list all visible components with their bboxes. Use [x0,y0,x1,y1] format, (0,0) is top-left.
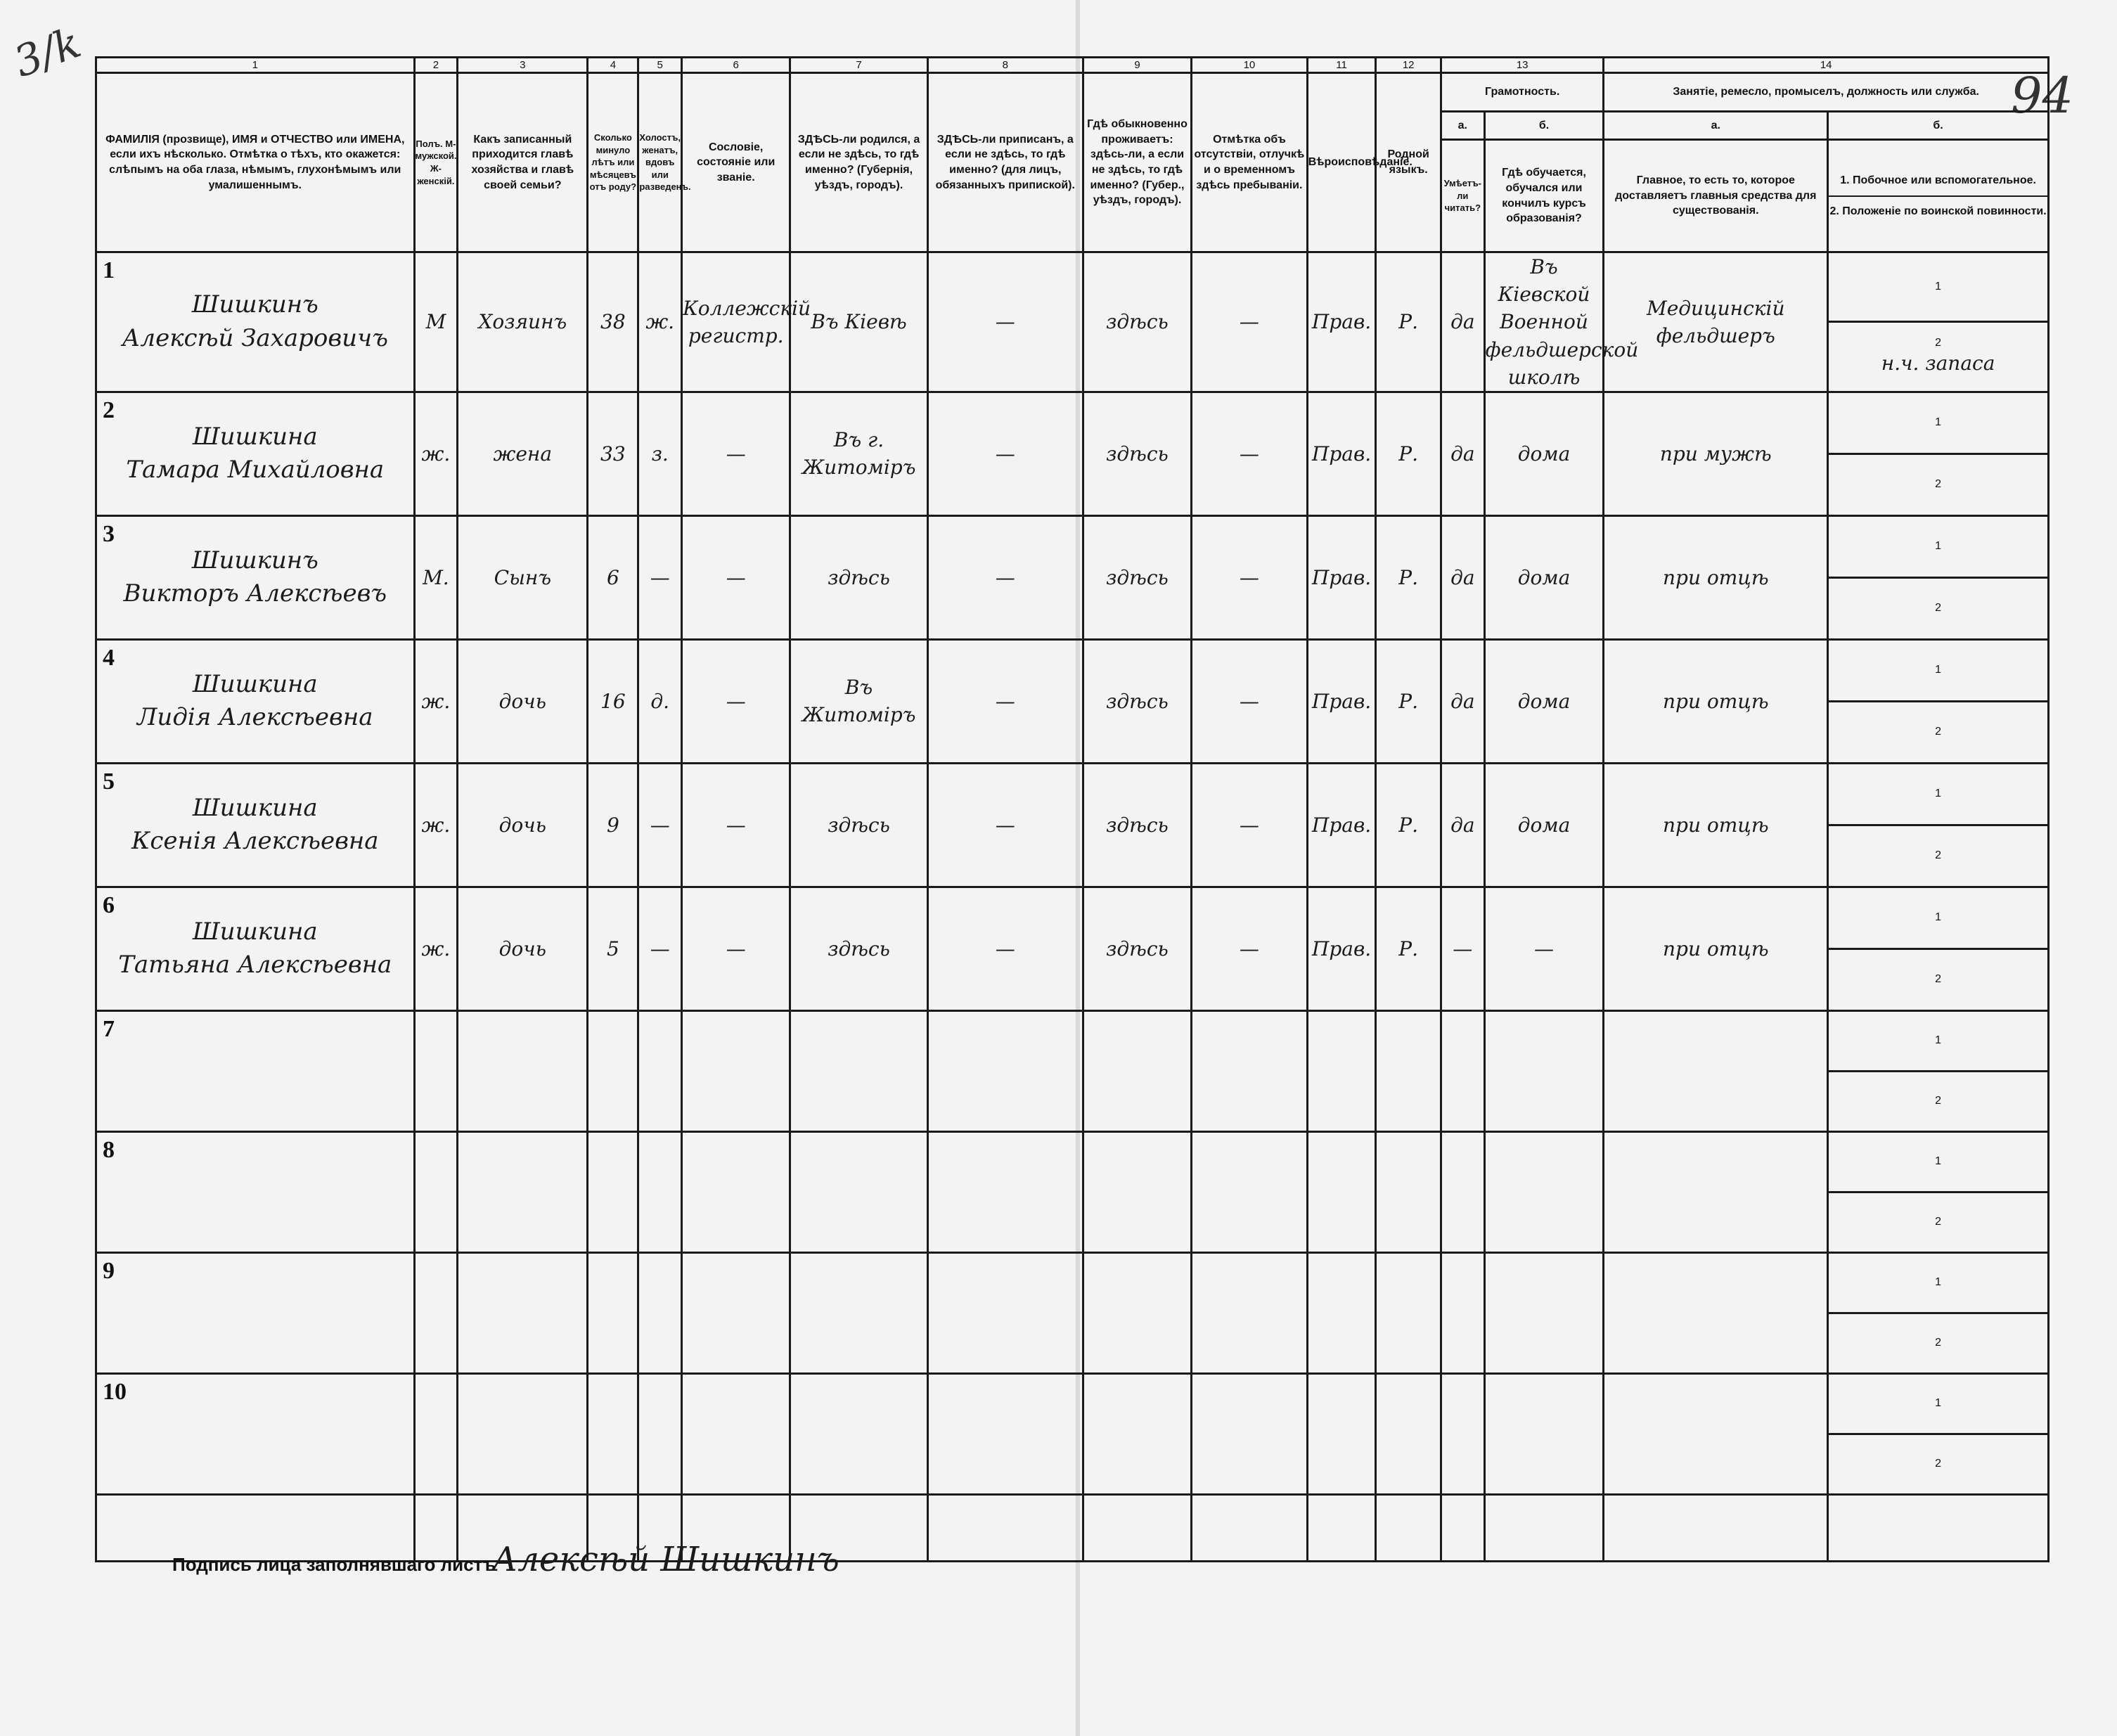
person-row [96,639,2049,701]
cell-military [1828,949,2049,1010]
header-absence: Отмѣтка объ отсутствіи, отлучкѣ и о временномъ здѣсь пребываніи. [1192,73,1308,252]
row-number: 9 [103,1257,115,1284]
cell-relation: жена [458,392,588,515]
person-name-cell [96,763,415,887]
cell-residence [1083,1010,1191,1131]
sub-label-2: 2 [1935,602,1942,615]
person-given-names: Викторъ Алексѣевъ [123,579,387,608]
cell-absence: — [1192,252,1308,392]
cell-absence: — [1192,887,1308,1010]
header-side-label: 1. Побочное или вспомогательное. [1829,166,2047,197]
census-table [95,56,2050,1562]
footer-label: Подпись лица заполнявшаго листъ [172,1554,496,1575]
cell-registered: — [927,887,1083,1010]
person-given-names: Ксенія Алексѣевна [131,827,379,856]
cell-military [1828,825,2049,887]
cell-birthplace [790,1252,927,1373]
person-surname: Шишкинъ [191,290,318,319]
cell-military [1828,1071,2049,1131]
header-estate: Сословіе, состояніе или званіе. [682,73,790,252]
cell-sex: ж. [414,392,458,515]
header-age: Сколько минуло лѣтъ или мѣсяцевъ отъ роду? [588,73,638,252]
cell-marital: д. [638,639,682,763]
blank-cell [1307,1494,1376,1561]
header-can-read: Умѣетъ-ли читать? [1441,140,1484,252]
cell-absence [1192,1010,1308,1131]
cell-relation: дочь [458,639,588,763]
empty-row [96,1131,2049,1192]
cell-literate [1441,1373,1484,1494]
military-value: н.ч. запаса [1881,352,1995,375]
person-surname: Шишкинъ [191,546,318,574]
cell-marital: — [638,763,682,887]
cell-birthplace [790,1373,927,1494]
colnum-10: 10 [1192,58,1308,73]
cell-relation: Сынъ [458,515,588,639]
person-surname: Шишкина [192,422,318,451]
header-main-occupation: Главное, то есть то, которое доставляетъ главныя средства для существованія. [1604,140,1828,252]
header-education: Гдѣ обучается, обучался или кончилъ курсъ образованія? [1484,140,1604,252]
cell-marital [638,1373,682,1494]
cell-relation: дочь [458,887,588,1010]
cell-side-occupation [1828,1131,2049,1192]
cell-sex [414,1010,458,1131]
person-name-cell [96,392,415,515]
cell-relation [458,1373,588,1494]
person-name-cell [96,1131,415,1252]
header-religion: Вѣроисповѣданіе. [1307,73,1376,252]
cell-absence: — [1192,515,1308,639]
cell-sex [414,1373,458,1494]
cell-birthplace: здѣсь [790,763,927,887]
person-name-cell [96,1252,415,1373]
cell-education: — [1484,887,1604,1010]
person-given-names: Алексѣй Захаровичъ [122,323,388,352]
cell-religion: Прав. [1307,639,1376,763]
empty-row [96,1010,2049,1071]
cell-language: Р. [1376,763,1441,887]
colnum-14: 14 [1604,58,2049,73]
cell-side-occupation [1828,639,2049,701]
cell-literate: да [1441,252,1484,392]
colnum-11: 11 [1307,58,1376,73]
header-sex: Полъ. М-мужской. Ж-женскій. [414,73,458,252]
cell-religion: Прав. [1307,887,1376,1010]
cell-education [1484,1373,1604,1494]
header-marital: Холостъ, женатъ, вдовъ или разведенъ. [638,73,682,252]
blank-cell [1604,1494,1828,1561]
cell-marital: з. [638,392,682,515]
person-name-cell [96,515,415,639]
cell-language: Р. [1376,515,1441,639]
cell-occupation [1604,1373,1828,1494]
cell-registered [927,1131,1083,1252]
row-number: 8 [103,1136,115,1163]
cell-marital: — [638,515,682,639]
cell-literate: да [1441,639,1484,763]
sub-label-2: 2 [1935,1095,1942,1107]
cell-age: 9 [588,763,638,887]
person-surname: Шишкина [192,917,318,946]
cell-absence: — [1192,392,1308,515]
person-row [96,763,2049,825]
cell-birthplace: Въ Кіевѣ [790,252,927,392]
person-surname: Шишкина [192,669,318,698]
row-number: 5 [103,768,115,795]
cell-estate: — [682,515,790,639]
person-name-cell [96,887,415,1010]
cell-language: Р. [1376,252,1441,392]
header-side-occupation [1828,140,2049,252]
cell-education [1484,1010,1604,1131]
cell-absence: — [1192,763,1308,887]
sub-label-1: 1 [1935,416,1942,429]
person-row [96,515,2049,577]
cell-religion [1307,1131,1376,1252]
cell-residence: здѣсь [1083,252,1191,392]
empty-row [96,1373,2049,1434]
cell-birthplace: Въ Житоміръ [790,639,927,763]
row-number: 4 [103,644,115,671]
colnum-5: 5 [638,58,682,73]
cell-sex [414,1252,458,1373]
row-number: 7 [103,1015,115,1042]
person-name-cell [96,639,415,763]
cell-occupation: при мужѣ [1604,392,1828,515]
cell-marital: — [638,887,682,1010]
cell-birthplace [790,1131,927,1252]
person-given-names: Тамара Михайловна [126,456,385,484]
cell-registered: — [927,639,1083,763]
signature: Алексѣй Шишкинъ [492,1540,839,1579]
sub-label-1: 1 [1935,1034,1942,1047]
blank-cell [1192,1494,1308,1561]
cell-literate: да [1441,392,1484,515]
cell-religion [1307,1373,1376,1494]
person-name-cell [96,1373,415,1494]
cell-relation [458,1131,588,1252]
cell-birthplace: Въ г. Житоміръ [790,392,927,515]
cell-relation [458,1252,588,1373]
colnum-4: 4 [588,58,638,73]
cell-occupation [1604,1131,1828,1252]
cell-sex: ж. [414,763,458,887]
cell-marital [638,1131,682,1252]
cell-absence [1192,1373,1308,1494]
colnum-8: 8 [927,58,1083,73]
header-registered: ЗДѢСЬ-ли приписанъ, а если не здѣсь, то гдѣ именно? (для лицъ, обязанныхъ припиской). [927,73,1083,252]
cell-occupation: Медицинскій фельдшеръ [1604,252,1828,392]
blank-cell [1828,1494,2049,1561]
cell-literate [1441,1010,1484,1131]
cell-occupation [1604,1010,1828,1131]
cell-education: Въ Кіевской Военной фельдшерской школѣ [1484,252,1604,392]
cell-estate: — [682,887,790,1010]
cell-age: 6 [588,515,638,639]
cell-side-occupation [1828,763,2049,825]
cell-side-occupation [1828,252,2049,322]
sub-label-2: 2 [1935,337,1942,349]
cell-occupation: при отцѣ [1604,639,1828,763]
cell-birthplace: здѣсь [790,515,927,639]
cell-estate: — [682,763,790,887]
person-given-names: Татьяна Алексѣевна [118,951,392,979]
blank-cell [1083,1494,1191,1561]
row-number: 3 [103,520,115,547]
cell-estate: — [682,639,790,763]
blank-cell [1376,1494,1441,1561]
cell-literate [1441,1131,1484,1252]
colnum-6: 6 [682,58,790,73]
cell-military [1828,454,2049,515]
cell-estate: Коллежскій регистр. [682,252,790,392]
cell-relation: Хозяинъ [458,252,588,392]
sub-label-1: 1 [1935,1276,1942,1289]
cell-registered: — [927,392,1083,515]
sub-label-1: 1 [1935,911,1942,924]
empty-row [96,1252,2049,1313]
page-number: 94 [2011,67,2074,124]
cell-relation: дочь [458,763,588,887]
header-relation: Какъ записанный приходится главѣ хозяйства и главѣ своей семьи? [458,73,588,252]
cell-registered [927,1010,1083,1131]
row-number: 6 [103,892,115,918]
person-name-cell [96,1010,415,1131]
cell-literate: — [1441,887,1484,1010]
cell-marital [638,1252,682,1373]
person-row [96,887,2049,949]
cell-residence: здѣсь [1083,887,1191,1010]
colnum-12: 12 [1376,58,1441,73]
cell-residence: здѣсь [1083,639,1191,763]
sub-label-1: 1 [1935,1397,1942,1410]
sub-label-1: 1 [1935,281,1942,293]
cell-residence: здѣсь [1083,392,1191,515]
sub-label-2: 2 [1935,973,1942,986]
sub-label-1: 1 [1935,540,1942,553]
cell-language [1376,1373,1441,1494]
header-military-label: 2. Положеніе по воинской повинности. [1829,205,2047,217]
sub-label-2: 2 [1935,1337,1942,1349]
cell-estate [682,1131,790,1252]
cell-residence [1083,1252,1191,1373]
cell-estate: — [682,392,790,515]
cell-military [1828,1192,2049,1252]
sub-label-2: 2 [1935,849,1942,862]
cell-age [588,1010,638,1131]
blank-cell [927,1494,1083,1561]
cell-side-occupation [1828,887,2049,949]
cell-literate: да [1441,515,1484,639]
cell-absence [1192,1131,1308,1252]
sub-label-2: 2 [1935,1458,1942,1470]
table-bottom-row [96,1494,2049,1561]
cell-language [1376,1010,1441,1131]
blank-cell [414,1494,458,1561]
cell-age: 38 [588,252,638,392]
cell-birthplace: здѣсь [790,887,927,1010]
cell-registered: — [927,515,1083,639]
cell-residence: здѣсь [1083,515,1191,639]
cell-side-occupation [1828,1010,2049,1071]
cell-estate [682,1373,790,1494]
cell-religion [1307,1010,1376,1131]
colnum-2: 2 [414,58,458,73]
header-occupation-a-label: а. [1604,112,1828,140]
cell-age: 16 [588,639,638,763]
cell-language: Р. [1376,392,1441,515]
cell-registered: — [927,763,1083,887]
cell-education: дома [1484,763,1604,887]
row-number: 1 [103,257,115,283]
header-literacy-a-label: а. [1441,112,1484,140]
cell-registered: — [927,252,1083,392]
cell-occupation [1604,1252,1828,1373]
cell-sex: М. [414,515,458,639]
cell-language [1376,1131,1441,1252]
header-residence: Гдѣ обыкновенно проживаетъ: здѣсь-ли, а если не здѣсь, то гдѣ именно? (Губер., уѣздъ, городъ). [1083,73,1191,252]
cell-relation [458,1010,588,1131]
blank-cell [1441,1494,1484,1561]
person-surname: Шишкина [192,793,318,822]
cell-absence: — [1192,639,1308,763]
cell-age [588,1131,638,1252]
header-name: ФАМИЛІЯ (прозвище), ИМЯ и ОТЧЕСТВО или ИМЕНА, если ихъ нѣсколько. Отмѣтка о тѣхъ, кто окажется: слѣпымъ на оба глаза, нѣмымъ, глухонѣмымъ или умалишеннымъ. [96,73,415,252]
cell-education: дома [1484,639,1604,763]
cell-age: 33 [588,392,638,515]
person-name-cell [96,252,415,392]
row-number: 2 [103,397,115,423]
cell-religion: Прав. [1307,392,1376,515]
cell-religion: Прав. [1307,763,1376,887]
cell-absence [1192,1252,1308,1373]
colnum-13: 13 [1441,58,1603,73]
cell-side-occupation [1828,515,2049,577]
blank-cell [1484,1494,1604,1561]
corner-note: 3/k [7,18,87,88]
cell-religion: Прав. [1307,252,1376,392]
row-number: 10 [103,1378,127,1405]
cell-occupation: при отцѣ [1604,887,1828,1010]
colnum-1: 1 [96,58,415,73]
cell-age: 5 [588,887,638,1010]
person-row [96,252,2049,322]
cell-military [1828,577,2049,639]
sub-label-2: 2 [1935,478,1942,491]
cell-registered [927,1252,1083,1373]
cell-education: дома [1484,392,1604,515]
cell-religion [1307,1252,1376,1373]
cell-age [588,1373,638,1494]
header-occupation-b-label: б. [1828,112,2049,140]
sub-label-1: 1 [1935,664,1942,676]
cell-language: Р. [1376,887,1441,1010]
header-birthplace: ЗДѢСЬ-ли родился, а если не здѣсь, то гдѣ именно? (Губернія, уѣздъ, городъ). [790,73,927,252]
cell-education: дома [1484,515,1604,639]
cell-age [588,1252,638,1373]
cell-sex [414,1131,458,1252]
header-literacy: Грамотность. [1441,73,1603,112]
cell-occupation: при отцѣ [1604,763,1828,887]
header-occupation: Занятіе, ремесло, промыселъ, должность или служба. [1604,73,2049,112]
header-language: Родной языкъ. [1376,73,1441,252]
person-given-names: Лидія Алексѣевна [137,703,373,732]
cell-side-occupation [1828,392,2049,454]
colnum-7: 7 [790,58,927,73]
sub-label-2: 2 [1935,726,1942,738]
cell-residence: здѣсь [1083,763,1191,887]
cell-military [1828,1313,2049,1373]
cell-literate: да [1441,763,1484,887]
cell-birthplace [790,1010,927,1131]
cell-sex: М [414,252,458,392]
cell-military [1828,322,2049,392]
header-row-top [96,73,2049,112]
cell-religion: Прав. [1307,515,1376,639]
colnum-9: 9 [1083,58,1191,73]
cell-sex: ж. [414,639,458,763]
sub-label-1: 1 [1935,787,1942,800]
colnum-3: 3 [458,58,588,73]
cell-language [1376,1252,1441,1373]
cell-education [1484,1252,1604,1373]
cell-registered [927,1373,1083,1494]
cell-sex: ж. [414,887,458,1010]
cell-estate [682,1252,790,1373]
cell-side-occupation [1828,1252,2049,1313]
cell-language: Р. [1376,639,1441,763]
cell-military [1828,701,2049,763]
cell-side-occupation [1828,1373,2049,1434]
sub-label-2: 2 [1935,1216,1942,1228]
cell-marital [638,1010,682,1131]
cell-estate [682,1010,790,1131]
cell-education [1484,1131,1604,1252]
cell-literate [1441,1252,1484,1373]
sub-label-1: 1 [1935,1155,1942,1168]
blank-cell [96,1494,415,1561]
cell-marital: ж. [638,252,682,392]
cell-military [1828,1434,2049,1494]
cell-occupation: при отцѣ [1604,515,1828,639]
person-row [96,392,2049,454]
cell-residence [1083,1131,1191,1252]
cell-residence [1083,1373,1191,1494]
header-literacy-b-label: б. [1484,112,1604,140]
column-number-row [96,58,2049,73]
